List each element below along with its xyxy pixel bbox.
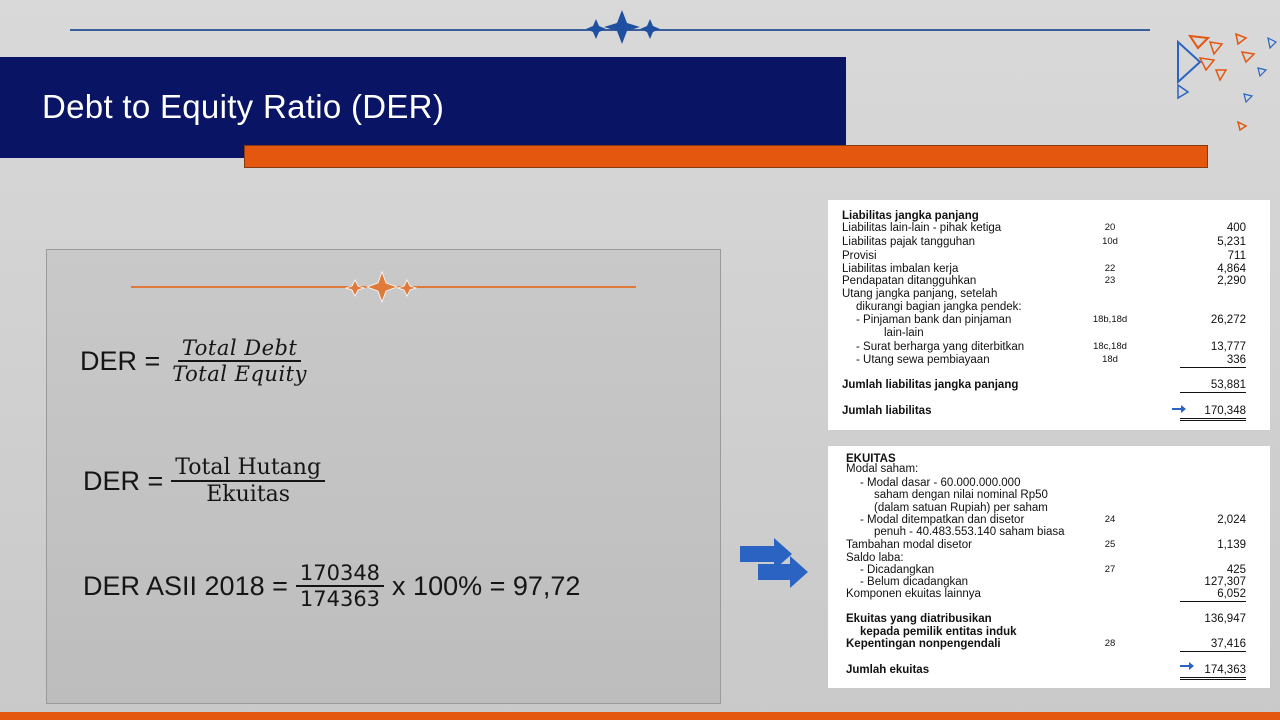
formula-der-asii-2018 (83, 561, 580, 611)
table-row: - Modal ditempatkan dan disetor 24 2,024 (860, 514, 1246, 526)
table-row: kepada pemilik entitas induk (860, 626, 1017, 638)
table-row: Pendapatan ditangguhkan 23 2,290 (842, 275, 1246, 287)
numerator: Total Hutang (171, 455, 325, 482)
formula-lhs: DER = (83, 465, 164, 496)
formula-der-debt-equity (80, 336, 319, 386)
table-row: Komponen ekuitas lainnya 6,052 (846, 588, 1246, 600)
formula-lhs: DER = (80, 345, 161, 376)
table-row: EKUITAS (846, 453, 896, 465)
table-row: Jumlah ekuitas 174,363 (828, 663, 1270, 677)
table-row: Liabilitas pajak tangguhan 10d 5,231 (842, 236, 1246, 248)
table-row: saham dengan nilai nominal Rp50 (874, 489, 1048, 501)
title-accent-bar (244, 145, 1208, 168)
table-row: Tambahan modal disetor 25 1,139 (846, 539, 1246, 551)
table-row: Liabilitas lain-lain - pihak ketiga 20 400 (842, 222, 1246, 234)
numerator: 170348 (296, 561, 384, 587)
table-row: Jumlah liabilitas 170,348 (828, 404, 1270, 418)
table-row: - Modal dasar - 60.000.000.000 (860, 477, 1021, 489)
star-cluster-icon (337, 266, 427, 308)
numerator: Total Debt (178, 336, 302, 362)
right-arrow-icon (1180, 662, 1194, 670)
formula-result: x 100% = 97,72 (392, 570, 581, 601)
table-row: Liabilitas jangka panjang (842, 210, 979, 222)
table-row: dikurangi bagian jangka pendek: (856, 301, 1022, 313)
table-row: - Pinjaman bank dan pinjaman 18b,18d 26,272 (856, 314, 1246, 326)
denominator: 174363 (299, 587, 381, 612)
table-row: Provisi 711 (842, 250, 1246, 262)
table-row: Modal saham: (846, 463, 919, 475)
table-row: Utang jangka panjang, setelah (842, 288, 998, 300)
right-arrow-icon (738, 536, 814, 592)
table-row: Kepentingan nonpengendali 28 37,416 (846, 638, 1246, 650)
table-row: Liabilitas imbalan kerja 22 4,864 (842, 263, 1246, 275)
table-row: penuh - 40.483.553.140 saham biasa (874, 526, 1065, 538)
formula-lhs: DER ASII 2018 = (83, 570, 288, 601)
formula-der-hutang-ekuitas (83, 455, 333, 508)
table-row: (dalam satuan Rupiah) per saham (874, 502, 1048, 514)
denominator: Ekuitas (206, 482, 291, 508)
formula-fraction (296, 561, 384, 611)
table-row: - Belum dicadangkan 127,307 (860, 576, 1246, 588)
formula-fraction (168, 336, 311, 386)
denominator: Total Equity (172, 362, 307, 387)
table-row: Ekuitas yang diatribusikan 136,947 (846, 613, 1246, 625)
triangle-decoration-icon (1170, 30, 1280, 140)
table-row: Saldo laba: (846, 552, 904, 564)
liabilities-excerpt (828, 200, 1270, 430)
formula-fraction (171, 455, 325, 508)
table-row: Jumlah liabilitas jangka panjang 53,881 (842, 379, 1246, 391)
table-row: - Utang sewa pembiayaan 18d 336 (856, 354, 1246, 366)
slide-title: Debt to Equity Ratio (DER) (42, 88, 445, 125)
table-row: - Dicadangkan 27 425 (860, 564, 1246, 576)
equity-excerpt (828, 446, 1270, 688)
footer-accent-bar (0, 712, 1280, 720)
table-row: lain-lain (884, 327, 924, 339)
star-cluster-icon (575, 8, 670, 50)
table-row: - Surat berharga yang diterbitkan 18c,18d 13,777 (856, 341, 1246, 353)
right-arrow-icon (1172, 405, 1186, 413)
